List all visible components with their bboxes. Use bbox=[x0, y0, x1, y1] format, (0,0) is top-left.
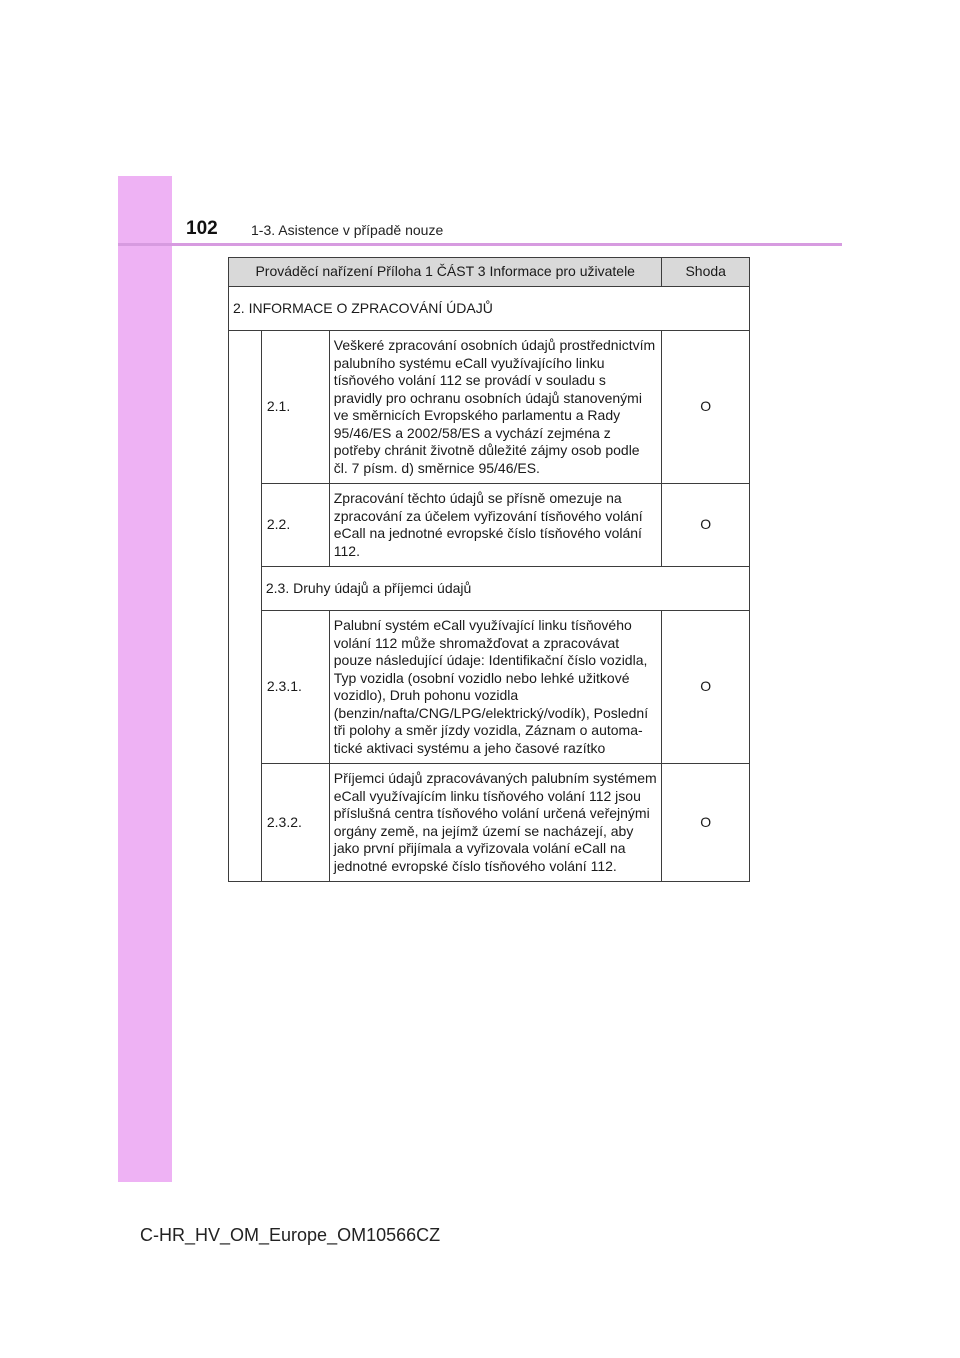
subsection-heading: 2.3. Druhy údajů a příjemci údajů bbox=[261, 567, 749, 611]
table-row bbox=[229, 764, 750, 882]
column-header-regulation: Prováděcí nařízení Příloha 1 ČÁST 3 Informace pro uživatele bbox=[229, 258, 662, 287]
table-row bbox=[229, 331, 750, 484]
subsection-row bbox=[229, 567, 750, 611]
row-text: Palubní systém eCall využívající linku tísňového volání 112 může shromažďovat a zpracovávat pouze následující údaje: Identifikační číslo vozidla, Typ vozidla (osobní vozidlo nebo lehké užitkové vozidlo), Druh pohonu vozidla (benzin/nafta/CNG/LPG/elektrický/vodík), Poslední tři polohy a směr jízdy vozidla, Záznam o automatické aktivaci systému a jeho časové razítko bbox=[329, 611, 662, 764]
row-text: Veškeré zpracování osobních údajů prostřednictvím palubního systému eCall využívajícího linku tísňového volání 112 se provádí v souladu s pravidly pro ochranu osobních údajů stanovenými ve směrnicích Evropského parlamentu a Rady 95/46/ES a 2002/58/ES a vychází zejména z potřeby chránit životně důležité zájmy osob podle čl. 7 písm. d) směrnice 95/46/ES. bbox=[329, 331, 662, 484]
row-compliance: O bbox=[662, 611, 750, 764]
section-row bbox=[229, 287, 750, 331]
row-compliance: O bbox=[662, 484, 750, 567]
row-compliance: O bbox=[662, 331, 750, 484]
row-number: 2.3.2. bbox=[261, 764, 329, 882]
section-heading: 2. INFORMACE O ZPRACOVÁNÍ ÚDAJŮ bbox=[229, 287, 750, 331]
indent-cell bbox=[229, 331, 262, 882]
document-code: C-HR_HV_OM_Europe_OM10566CZ bbox=[140, 1225, 441, 1245]
table-header-row bbox=[229, 258, 750, 287]
column-header-shoda: Shoda bbox=[662, 258, 750, 287]
page-number: 102 bbox=[186, 218, 218, 239]
row-number: 2.1. bbox=[261, 331, 329, 484]
row-number: 2.3.1. bbox=[261, 611, 329, 764]
row-text: Příjemci údajů zpracovávaných palubním systémem eCall využívajícím linku tísňového volání 112 jsou příslušná centra tísňového volání určená veřejnými orgány země, na jejímž území se nacházejí, aby jako první přijímala a vyřizovala volání eCall na jednotné evropské číslo tísňového volání 112. bbox=[329, 764, 662, 882]
table-row bbox=[229, 484, 750, 567]
section-title: 1-3. Asistence v případě nouze bbox=[251, 222, 444, 238]
page-header bbox=[118, 176, 842, 246]
table-row bbox=[229, 611, 750, 764]
row-text: Zpracování těchto údajů se přísně omezuje na zpracování za účelem vyřizování tísňového volání eCall na jednotné evropské číslo tísňového volání 112. bbox=[329, 484, 662, 567]
row-number: 2.2. bbox=[261, 484, 329, 567]
side-tab-band bbox=[118, 176, 172, 1182]
regulation-table bbox=[228, 257, 750, 882]
row-compliance: O bbox=[662, 764, 750, 882]
